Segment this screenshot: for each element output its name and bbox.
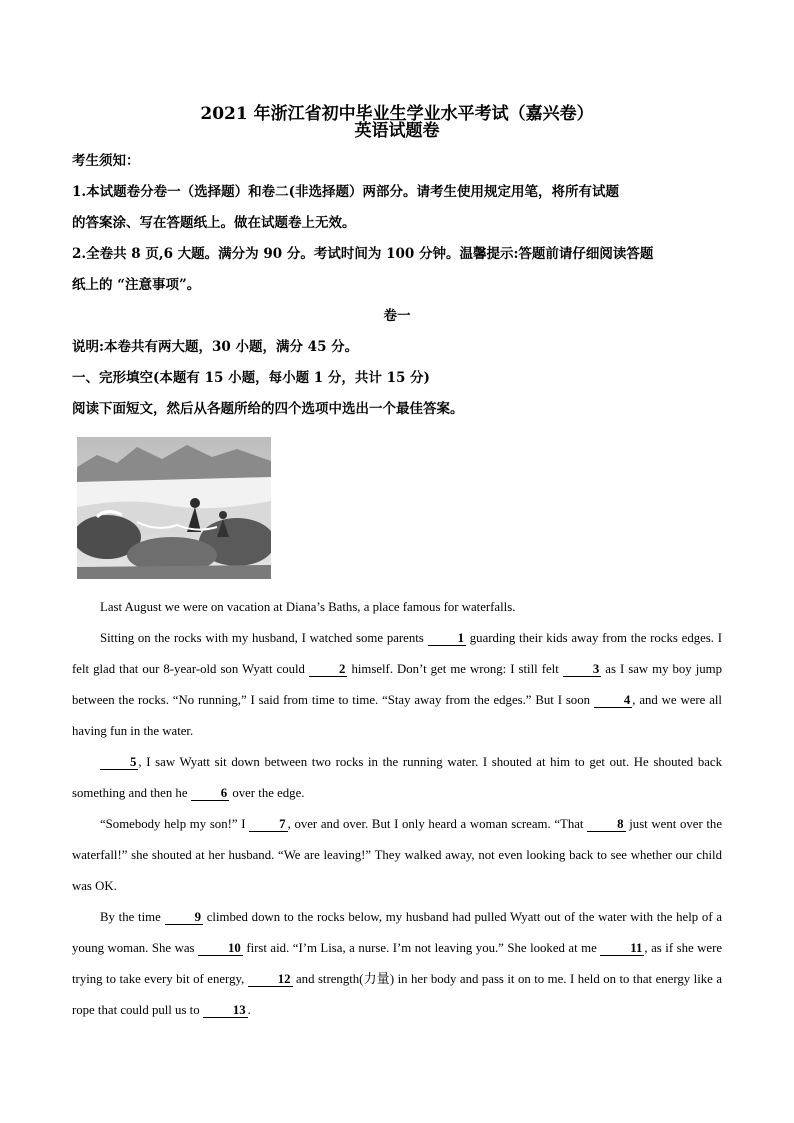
passage-text: climbed down to the rocks below, my husband had pulled Wyatt out of the water with the help of a young woman. She was xyxy=(72,910,723,955)
passage-text: just went over the waterfall!” she shouted at her husband. “We are leaving!” They walked away, not even looking back to see whether our child was OK. xyxy=(72,817,723,893)
passage-text: , over and over. But I only heard a woman scream. “That xyxy=(287,817,584,831)
waterfall-illustration xyxy=(77,437,271,579)
passage-text: himself. Don’t get me wrong: I still felt xyxy=(351,662,559,676)
blank-13[interactable]: 13 xyxy=(203,1003,248,1018)
part-one-instruction: 阅读下面短文，然后从各题所给的四个选项中选出一个最佳答案。 xyxy=(72,401,464,417)
exam-title: 2021 年浙江省初中毕业生学业水平考试（嘉兴卷） xyxy=(200,104,594,124)
blank-10[interactable]: 10 xyxy=(198,941,243,956)
blank-5[interactable]: 5 xyxy=(100,755,138,770)
notice-heading: 考生须知： xyxy=(72,153,140,169)
passage-text: over the edge. xyxy=(232,786,305,800)
passage-text: , and we were all having fun in the water. xyxy=(72,693,722,738)
blank-9[interactable]: 9 xyxy=(165,910,203,925)
blank-1[interactable]: 1 xyxy=(428,631,466,646)
part-one-heading: 一、完形填空(本题有 15 小题，每小题 1 分，共计 15 分) xyxy=(72,370,430,386)
passage-text: first aid. “I’m Lisa, a nurse. I’m not leaving you.” She looked at me xyxy=(246,941,597,955)
blank-2[interactable]: 2 xyxy=(309,662,347,677)
passage-text: , as if she were trying to take every bit of energy, xyxy=(72,941,723,986)
passage-text: By the time xyxy=(100,910,161,924)
passage-text: Sitting on the rocks with my husband, I watched some parents xyxy=(100,631,424,645)
notice-block xyxy=(72,146,722,425)
notice-item-2-line-1: 2.全卷共 8 页,6 大题。满分为 90 分。考试时间为 100 分钟。温馨提示:答题前请仔细阅读答题 xyxy=(72,246,654,262)
blank-6[interactable]: 6 xyxy=(191,786,229,801)
passage-text: , I saw Wyatt sit down between two rocks in the running water. I shouted at him to get out. He shouted back something and then he xyxy=(72,755,722,800)
blank-8[interactable]: 8 xyxy=(587,817,625,832)
passage-text: . xyxy=(247,1003,251,1017)
section-description: 说明:本卷共有两大题，30 小题，满分 45 分。 xyxy=(72,339,359,355)
blank-12[interactable]: 12 xyxy=(248,972,293,987)
passage-paragraph-3 xyxy=(72,747,722,809)
passage-paragraph-2 xyxy=(72,623,722,747)
passage-text: “Somebody help my son!” I xyxy=(100,817,246,831)
notice-item-1-line-1: 1.本试题卷分卷一（选择题）和卷二(非选择题）两部分。请考生使用规定用笔，将所有试题 xyxy=(72,184,619,200)
cloze-passage xyxy=(72,592,722,1026)
blank-7[interactable]: 7 xyxy=(249,817,287,832)
exam-subtitle: 英语试题卷 xyxy=(354,121,440,141)
blank-11[interactable]: 11 xyxy=(600,941,644,956)
passage-paragraph-1: Last August we were on vacation at Diana’s Baths, a place famous for waterfalls. xyxy=(100,600,516,614)
blank-4[interactable]: 4 xyxy=(594,693,632,708)
passage-text: guarding their kids away from the rocks edges. I felt glad that our 8-year-old son Wyatt could xyxy=(72,631,723,676)
notice-item-1-line-2: 的答案涂、写在答题纸上。做在试题卷上无效。 xyxy=(72,215,356,231)
section-name: 卷一 xyxy=(383,308,411,324)
passage-text: and strength(力量) in her body and pass it on to me. I held on to that energy like a rope that could pull us to xyxy=(72,972,722,1017)
passage-text: as I saw my boy jump between the rocks. “No running,” I said from time to time. “Stay away from the edges.” But I soon xyxy=(72,662,723,707)
notice-item-2-line-2: 纸上的 “注意事项”。 xyxy=(72,277,201,293)
passage-paragraph-5 xyxy=(72,902,722,1026)
blank-3[interactable]: 3 xyxy=(563,662,601,677)
passage-paragraph-4 xyxy=(72,809,722,902)
